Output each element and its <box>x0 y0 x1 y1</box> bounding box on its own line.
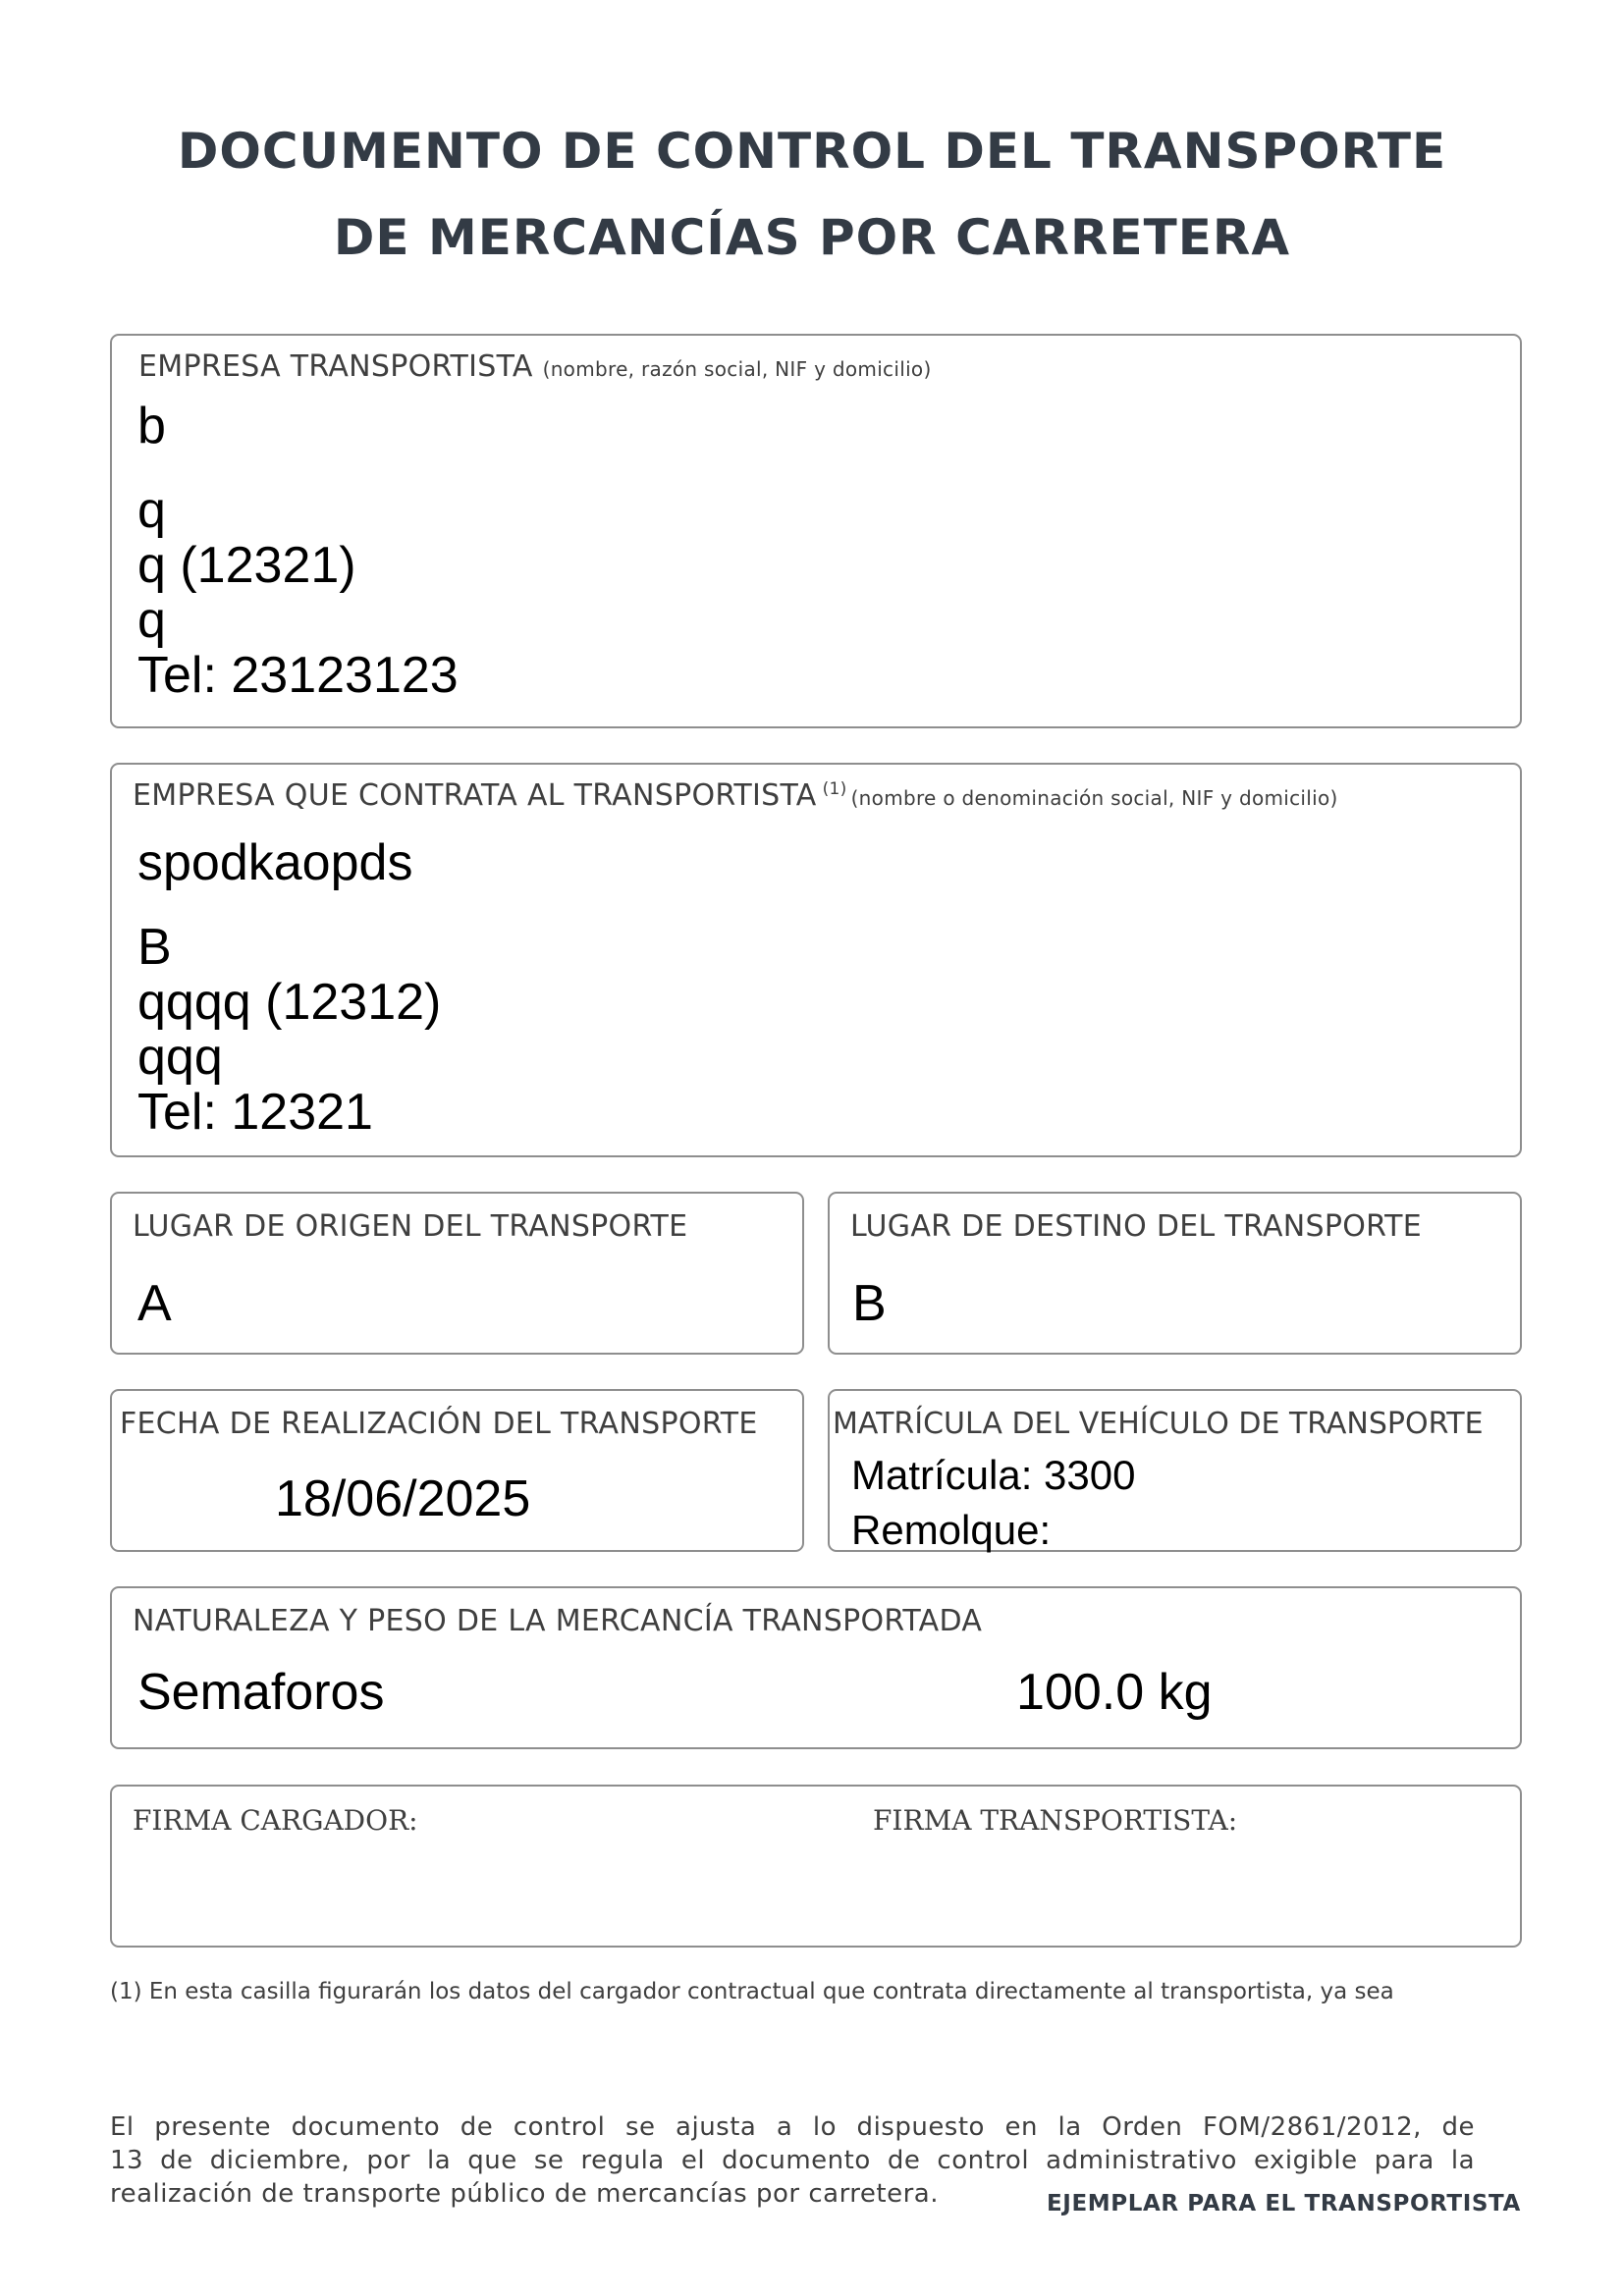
contractor-box <box>110 763 1522 1157</box>
carrier-name: b <box>137 398 166 454</box>
contractor-sublabel: (nombre o denominación social, NIF y domicilio) <box>850 786 1338 810</box>
contractor-address: qqq <box>137 1029 223 1086</box>
origin-label: LUGAR DE ORIGEN DEL TRANSPORTE <box>133 1209 688 1244</box>
title-line-1: DOCUMENTO DE CONTROL DEL TRANSPORTE <box>177 123 1447 180</box>
footnote: (1) En esta casilla figurarán los datos del cargador contractual que contrata directamente al transportista, ya sea <box>110 1979 1394 2004</box>
carrier-box <box>110 334 1522 728</box>
vehicle-label: MATRÍCULA DEL VEHÍCULO DE TRANSPORTE <box>833 1407 1484 1441</box>
carrier-nif: q <box>137 482 166 539</box>
vehicle-box <box>828 1389 1522 1552</box>
contractor-name: spodkaopds <box>137 834 413 891</box>
goods-label: NATURALEZA Y PESO DE LA MERCANCÍA TRANSPORTADA <box>133 1604 983 1638</box>
destination-label: LUGAR DE DESTINO DEL TRANSPORTE <box>850 1209 1422 1244</box>
carrier-phone: Tel: 23123123 <box>137 647 459 704</box>
contractor-label <box>133 778 1338 813</box>
document-title <box>0 108 1624 281</box>
carrier-signature-label: FIRMA TRANSPORTISTA: <box>873 1804 1238 1837</box>
copy-label: EJEMPLAR PARA EL TRANSPORTISTA <box>1047 2191 1521 2216</box>
title-line-2: DE MERCANCÍAS POR CARRETERA <box>333 209 1291 266</box>
carrier-address: q <box>137 592 166 649</box>
carrier-city: q (12321) <box>137 537 356 594</box>
contractor-phone: Tel: 12321 <box>137 1084 373 1141</box>
origin-box <box>110 1192 804 1355</box>
contractor-nif: B <box>137 919 172 976</box>
carrier-sublabel: (nombre, razón social, NIF y domicilio) <box>542 357 932 381</box>
legal-line-1: El presente documento de control se ajusta a lo dispuesto en la Orden FOM/2861/2012, de <box>110 2112 1475 2142</box>
date-label: FECHA DE REALIZACIÓN DEL TRANSPORTE <box>120 1407 758 1441</box>
legal-line-2: 13 de diciembre, por la que se regula el documento de control administrativo exigible para la <box>110 2146 1475 2175</box>
carrier-label-text: EMPRESA TRANSPORTISTA <box>138 349 533 384</box>
goods-weight: 100.0 kg <box>1016 1664 1213 1721</box>
destination-value: B <box>852 1275 887 1332</box>
legal-line-3: realización de transporte público de mercancías por carretera. <box>110 2179 939 2209</box>
date-box <box>110 1389 804 1552</box>
vehicle-trailer: Remolque: <box>851 1507 1052 1553</box>
goods-nature: Semaforos <box>137 1664 385 1721</box>
contractor-label-text: EMPRESA QUE CONTRATA AL TRANSPORTISTA <box>133 778 817 813</box>
contractor-details <box>137 920 441 1140</box>
contractor-city: qqqq (12312) <box>137 974 442 1031</box>
goods-box <box>110 1586 1522 1749</box>
date-value: 18/06/2025 <box>275 1470 531 1527</box>
vehicle-plate: Matrícula: 3300 <box>851 1452 1136 1498</box>
origin-value: A <box>137 1275 172 1332</box>
destination-box <box>828 1192 1522 1355</box>
carrier-details <box>137 483 459 703</box>
shipper-signature-label: FIRMA CARGADOR: <box>133 1804 418 1837</box>
vehicle-details <box>851 1448 1136 1558</box>
signatures-box <box>110 1785 1522 1948</box>
carrier-label <box>138 349 932 384</box>
contractor-note-ref: (1) <box>822 779 847 799</box>
